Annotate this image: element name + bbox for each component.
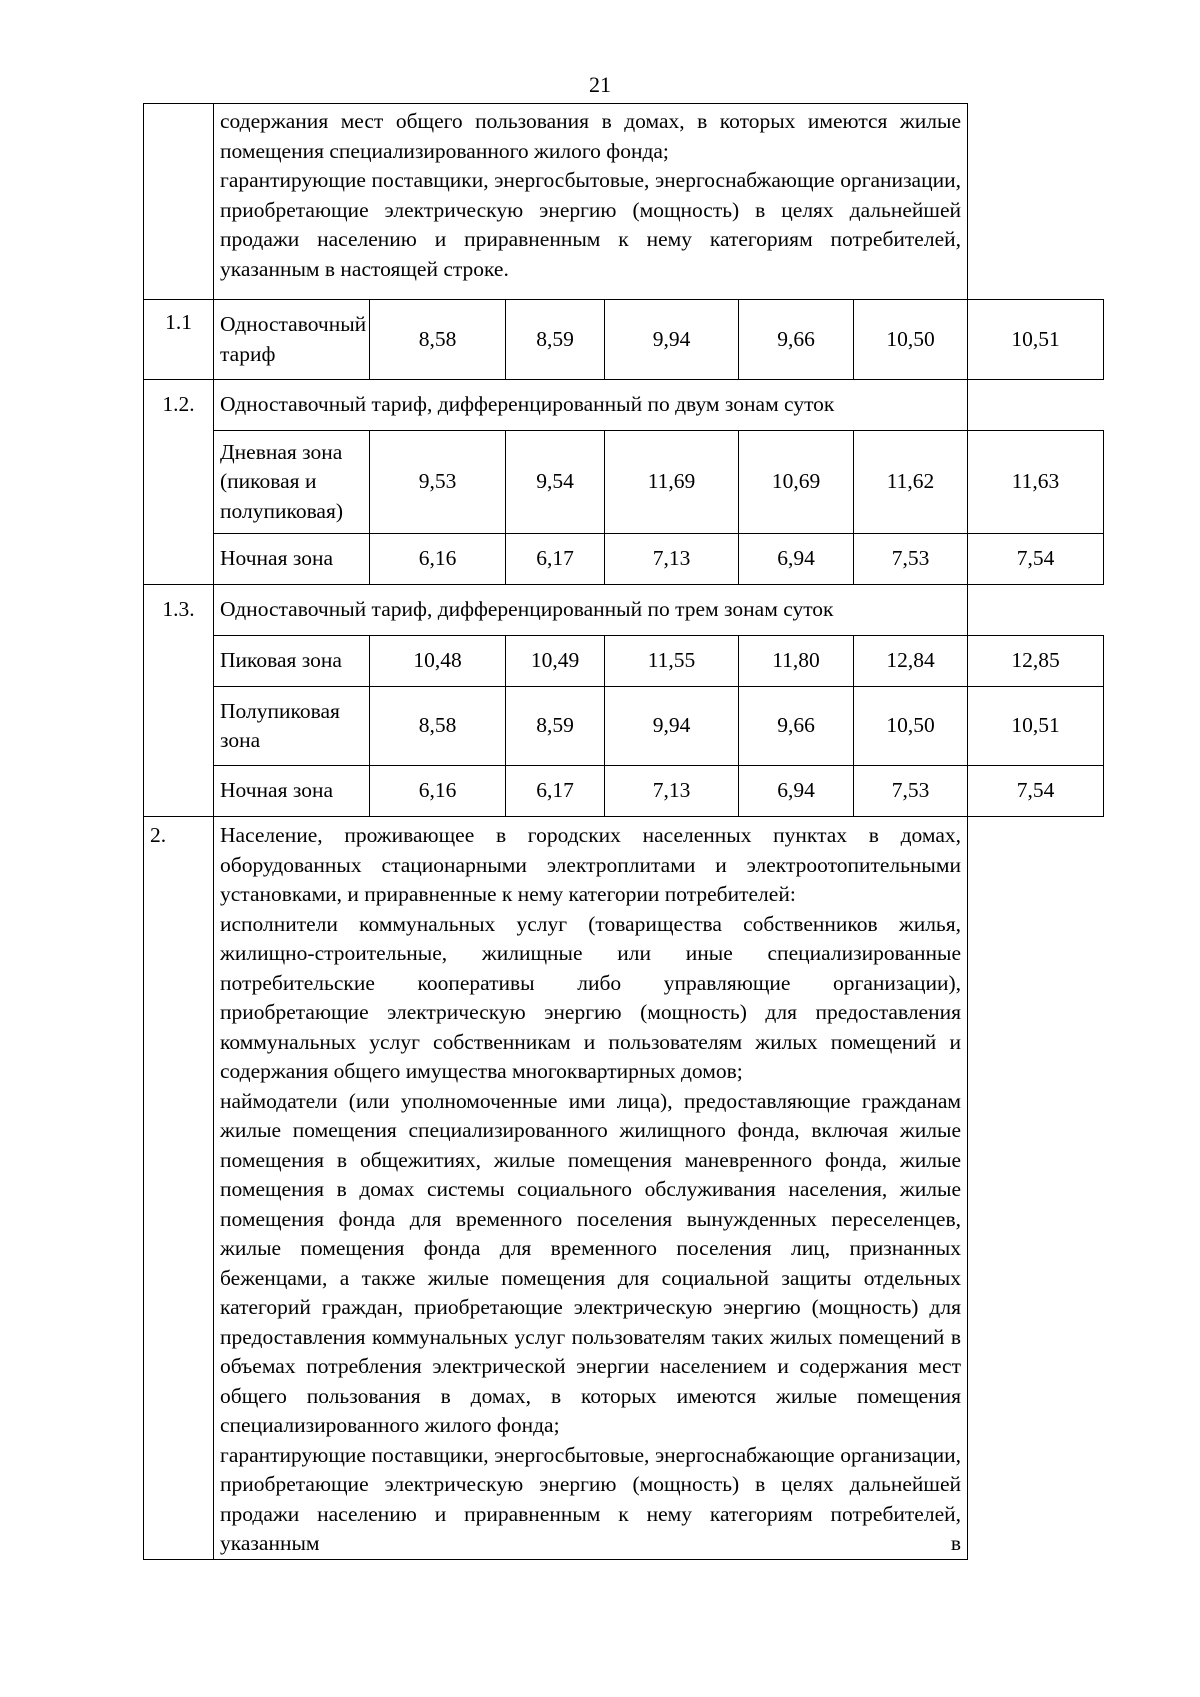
row-label: Полупиковая зона [214,687,370,766]
section-2-paragraph: Население, проживающее в городских населенных пунктах в домах, оборудованных стационарными электроплитами и электроотопительными установками, и приравненные к нему категории потребителей: [220,823,961,906]
value-cell: 9,53 [370,431,506,534]
value-cell: 7,54 [968,766,1104,817]
value-cell: 11,69 [605,431,739,534]
row-1-2-night [144,534,1104,585]
value-cell: 11,80 [739,636,854,687]
continuation-index-cell [144,104,214,300]
value-cell: 10,50 [854,300,968,380]
row-1-3-peak [144,636,1104,687]
value-cell: 9,54 [506,431,605,534]
value-cell: 7,54 [968,534,1104,585]
row-label: Дневная зона (пиковая и полупиковая) [214,431,370,534]
row-1-2-day [144,431,1104,534]
value-cell: 8,58 [370,687,506,766]
value-cell: 6,16 [370,534,506,585]
value-cell: 8,59 [506,687,605,766]
value-cell: 10,51 [968,300,1104,380]
value-cell: 6,17 [506,766,605,817]
row-label: Ночная зона [214,766,370,817]
row-label: Ночная зона [214,534,370,585]
row-1-1 [144,300,1104,380]
tariff-table [143,103,1104,1560]
section-2-paragraph: гарантирующие поставщики, энергосбытовые, энергоснабжающие организации, приобретающие электрическую энергию (мощность) в целях дальнейшей продажи населению и приравненным к нему категориям потребителей, указанным в [220,1442,961,1555]
value-cell: 7,13 [605,534,739,585]
section-2-text-cell [214,817,968,1560]
row-2 [144,817,1104,1560]
row-index: 1.1 [144,300,214,380]
value-cell: 9,94 [605,300,739,380]
value-cell: 6,17 [506,534,605,585]
value-cell: 8,59 [506,300,605,380]
continuation-text-cell [214,104,968,300]
value-cell: 11,63 [968,431,1104,534]
section-title: Одноставочный тариф, дифференцированный по двум зонам суток [214,380,968,431]
row-1-3-title [144,585,1104,636]
row-label: Одноставочный тариф [214,300,370,380]
value-cell: 12,84 [854,636,968,687]
section-2-paragraph: исполнители коммунальных услуг (товарищества собственников жилья, жилищно-строительные, жилищные или иные специализированные потребительские кооперативы либо управляющие организации), приобретающие электрическую энергию (мощность) для предоставления коммунальных услуг собственникам и пользователям жилых помещений и содержания общего имущества многоквартирных домов; [220,911,961,1083]
row-index: 1.2. [144,380,214,585]
value-cell: 6,94 [739,534,854,585]
page-number: 21 [589,72,611,97]
value-cell: 9,66 [739,687,854,766]
value-cell: 7,13 [605,766,739,817]
row-label: Пиковая зона [214,636,370,687]
value-cell: 10,49 [506,636,605,687]
value-cell: 10,69 [739,431,854,534]
continuation-paragraph: гарантирующие поставщики, энергосбытовые, энергоснабжающие организации, приобретающие электрическую энергию (мощность) в целях дальнейшей продажи населению и приравненным к нему категориям потребителей, указанным в настоящей строке. [220,168,961,281]
value-cell: 7,53 [854,534,968,585]
row-1-3-halfpeak [144,687,1104,766]
value-cell: 7,53 [854,766,968,817]
row-1-2-title [144,380,1104,431]
value-cell: 11,55 [605,636,739,687]
value-cell: 9,94 [605,687,739,766]
value-cell: 9,66 [739,300,854,380]
value-cell: 10,50 [854,687,968,766]
value-cell: 8,58 [370,300,506,380]
section-2-paragraph: наймодатели (или уполномоченные ими лица), предоставляющие гражданам жилые помещения специализированного жилищного фонда, включая жилые помещения в общежитиях, жилые помещения маневренного фонда, жилые помещения в домах системы социального обслуживания населения, жилые помещения фонда для временного поселения вынужденных переселенцев, жилые помещения фонда для временного поселения лиц, признанных беженцами, а также жилые помещения для социальной защиты отдельных категорий граждан, приобретающие электрическую энергию (мощность) для предоставления коммунальных услуг пользователям таких жилых помещений в объемах потребления электрической энергии населением и содержания мест общего пользования в домах, в которых имеются жилые помещения специализированного жилого фонда; [220,1088,961,1437]
continuation-paragraph: содержания мест общего пользования в домах, в которых имеются жилые помещения специализированного жилого фонда; [220,109,961,163]
row-index: 2. [144,817,214,1560]
row-index: 1.3. [144,585,214,817]
value-cell: 10,51 [968,687,1104,766]
row-1-3-night [144,766,1104,817]
section-title: Одноставочный тариф, дифференцированный по трем зонам суток [214,585,968,636]
value-cell: 6,94 [739,766,854,817]
value-cell: 12,85 [968,636,1104,687]
value-cell: 10,48 [370,636,506,687]
value-cell: 6,16 [370,766,506,817]
continuation-row [144,104,1104,300]
value-cell: 11,62 [854,431,968,534]
